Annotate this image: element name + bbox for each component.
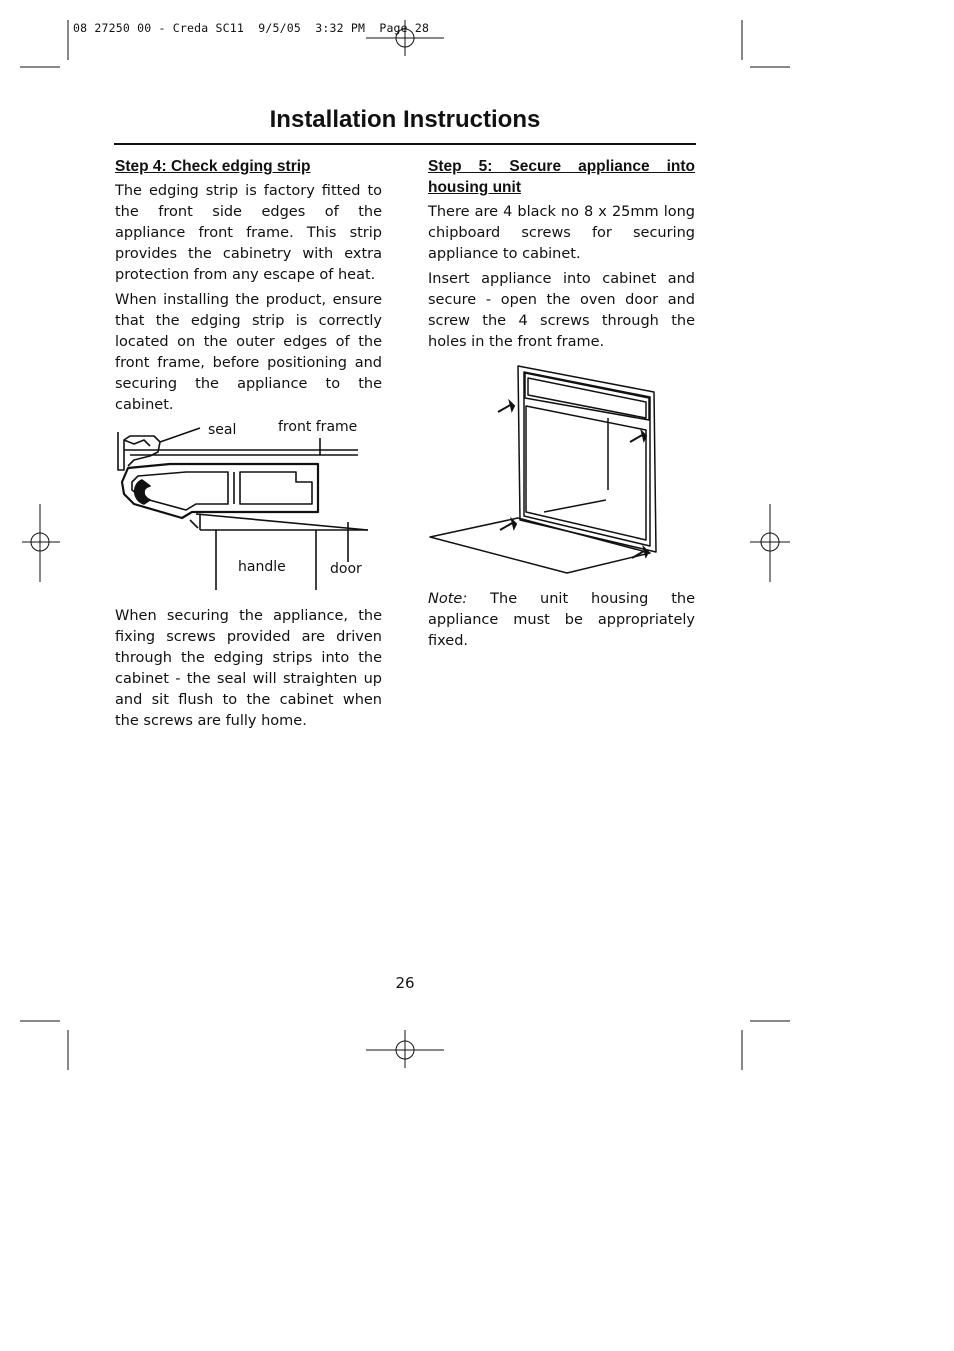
- page-number: 26: [395, 974, 415, 992]
- step4-paragraph-3: When securing the appliance, the fixing screws provided are driven through the edging strips into the cabinet - the seal will straighten up and sit flush to the cabinet when the screws are fully home.: [115, 608, 382, 729]
- label-handle: handle: [238, 559, 286, 575]
- note-label: Note:: [428, 591, 468, 607]
- label-door: door: [330, 561, 362, 577]
- step4-heading: Step 4: Check edging strip: [115, 158, 311, 175]
- step4-paragraph-2: When installing the product, ensure that the edging strip is correctly located on the outer edges of the front frame, before positioning and securing the appliance to the cabinet.: [115, 292, 382, 413]
- label-seal: seal: [208, 422, 237, 438]
- step4-paragraph-1: The edging strip is factory fitted to the front side edges of the appliance front frame. This strip provides the cabinetry with extra protection from any escape of heat.: [115, 183, 382, 283]
- step5-paragraph-2: Insert appliance into cabinet and secure - open the oven door and screw the 4 screws through the holes in the front frame.: [428, 271, 695, 350]
- print-slug-line: 08 27250 00 - Creda SC11 9/5/05 3:32 PM Page 28: [73, 21, 430, 35]
- step5-paragraph-1: There are 4 black no 8 x 25mm long chipboard screws for securing appliance to cabinet.: [428, 204, 695, 262]
- page-title: Installation Instructions: [269, 106, 541, 133]
- label-front-frame: front frame: [278, 419, 358, 435]
- step5-heading: Step 5: Secure appliance into housing unit: [428, 158, 695, 196]
- step5-note: [428, 589, 695, 652]
- note-text: The unit housing the appliance must be appropriately fixed.: [428, 591, 695, 649]
